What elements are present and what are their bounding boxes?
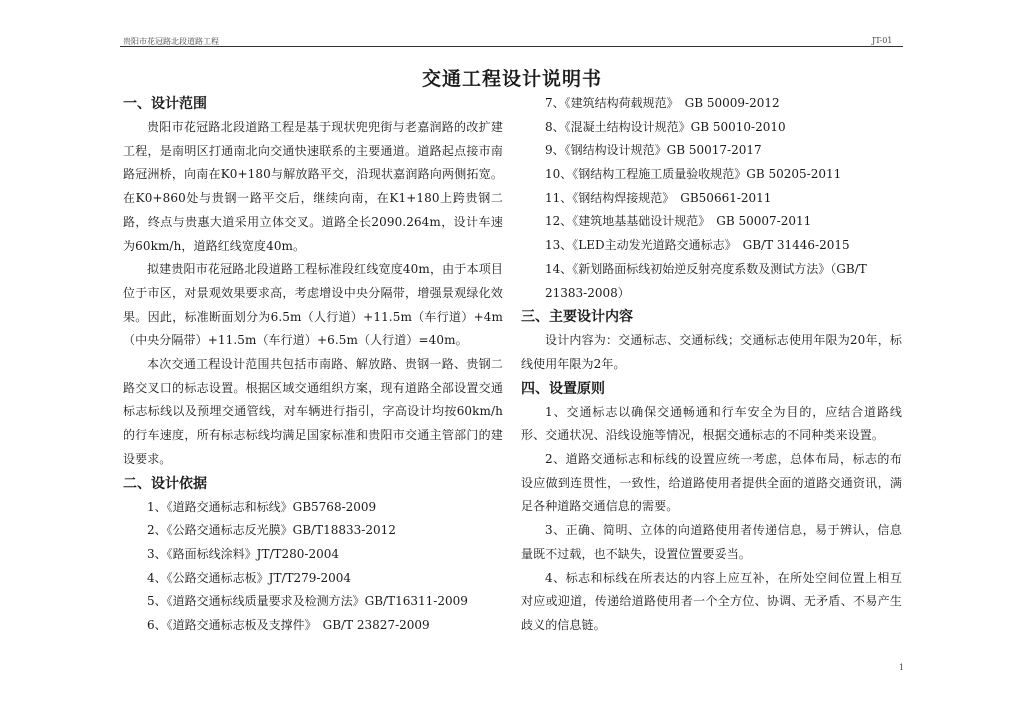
basis-item: 13、《LED主动发光道路交通标志》 GB/T 31446-2015 (545, 238, 850, 253)
basis-item: 9、《钢结构设计规范》GB 50017-2017 (545, 143, 762, 158)
basis-item: 12、《建筑地基基础设计规范》 GB 50007-2011 (545, 214, 812, 229)
principle-paragraph-3: 3、正确、简明、立体的向道路使用者传递信息，易于辨认，信息量既不过载，也不缺失，设置位置要妥当。 (521, 523, 902, 561)
basis-item: 11、《钢结构焊接规范》 GB50661-2011 (545, 190, 772, 205)
basis-item: 3、《路面标线涂料》JT/T280-2004 (147, 546, 339, 561)
running-header-title: 贵阳市花冠路北段道路工程 (123, 37, 219, 46)
basis-item: 1、《道路交通标志和标线》GB5768-2009 (147, 499, 377, 514)
basis-item: 4、《公路交通标志板》JT/T279-2004 (147, 570, 351, 585)
page-title: 交通工程设计说明书 (421, 68, 602, 90)
section-heading-principles: 四、设置原则 (521, 380, 605, 397)
basis-item: 7、《建筑结构荷载规范》 GB 50009-2012 (545, 96, 780, 110)
section-heading-scope: 一、设计范围 (123, 96, 207, 112)
scope-paragraph-3: 本次交通工程设计范围共包括市南路、解放路、贵钢一路、贵钢二路交叉口的标志设置。根据区域交通组织方案，现有道路全部设置交通标志标线以及预埋交通管线，对车辆进行指引，字高设计均按60km/h的行车速度，所有标志标线均满足国家标准和贵阳市交通主管部门的建设要求。 (123, 357, 503, 466)
section-heading-basis: 二、设计依据 (123, 475, 207, 492)
principle-paragraph-4: 4、标志和标线在所表达的内容上应互补，在所处空间位置上相互对应或迎道，传递给道路使用者一个全方位、协调、无矛盾、不易产生歧义的信息链。 (521, 570, 902, 632)
scope-paragraph-2: 拟建贵阳市花冠路北段道路工程标准段红线宽度40m，由于本项目位于市区，对景观效果要求高，考虑增设中央分隔带，增强景观绿化效果。因此，标准断面划分为6.5m（人行道）+11.5m（车行道）+4m（中央分隔带）+11.5m（车行道）+6.5m（人行道）=40m。 (123, 262, 503, 348)
header-rule (120, 46, 903, 47)
left-column (123, 92, 503, 638)
basis-item: 2、《公路交通标志反光膜》GB/T18833-2012 (147, 523, 396, 538)
section-heading-content: 三、主要设计内容 (521, 309, 633, 326)
scope-paragraph-1: 贵阳市花冠路北段道路工程是基于现状兜兜街与老嘉润路的改扩建工程，是南明区打通南北向交通快速联系的主要通道。道路起点接市南路冠洲桥，向南在K0+180与解放路平交，沿现状嘉润路向两侧拓宽。在K0+860处与贵钢一路平交后，继续向南，在K1+180上跨贵钢二路，终点与贵惠大道采用立体交叉。道路全长2090.264m，设计车速为60km/h，道路红线宽度40m。 (123, 120, 503, 253)
basis-item: 5、《道路交通标线质量要求及检测方法》GB/T16311-2009 (147, 594, 468, 609)
content-paragraph: 设计内容为：交通标志、交通标线；交通标志使用年限为20年，标线使用年限为2年。 (521, 333, 902, 371)
basis-item: 14、《新划路面标线初始逆反射亮度系数及测试方法》（GB/T 21383-2008） (545, 261, 867, 300)
page-number: 1 (899, 663, 905, 672)
basis-item: 10、《钢结构工程施工质量验收规范》GB 50205-2011 (545, 167, 842, 182)
principle-paragraph-2: 2、道路交通标志和标线的设置应统一考虑，总体布局，标志的布设应做到连贯性，一致性，给道路使用者提供全面的道路交通资讯，满足各种道路交通信息的需要。 (521, 452, 902, 514)
basis-item: 6、《道路交通标志板及支撑件》 GB/T 23827-2009 (147, 617, 430, 632)
right-column (521, 92, 902, 638)
principle-paragraph-1: 1、交通标志以确保交通畅通和行车安全为目的，应结合道路线形、交通状况、沿线设施等情况，根据交通标志的不同种类来设置。 (521, 404, 902, 443)
basis-item: 8、《混凝土结构设计规范》GB 50010-2010 (545, 119, 786, 134)
running-header-code: JT-01 (872, 36, 893, 45)
